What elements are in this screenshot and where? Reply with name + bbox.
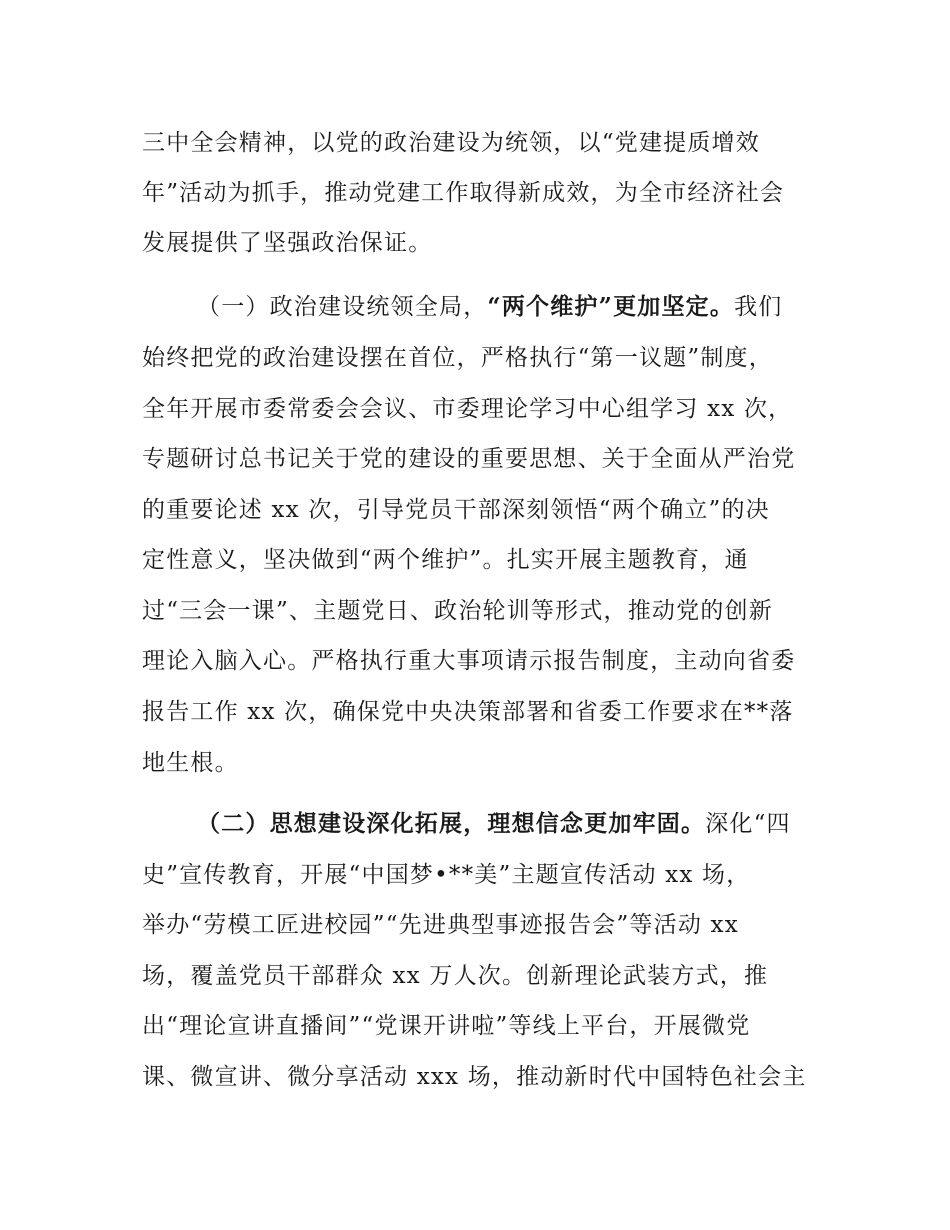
section-1-line: 报告工作 xx 次，确保党中央决策部署和省委工作要求在**落 — [142, 699, 794, 725]
section-2-line: 史”宣传教育，开展“中国梦•**美”主题宣传活动 xx 场， — [142, 862, 751, 888]
section-2-line: 课、微宣讲、微分享活动 xxx 场，推动新时代中国特色社会主 — [142, 1064, 807, 1090]
section-1-heading-bold: “两个维护”更加坚定。 — [487, 293, 735, 320]
section-2-line: 举办“劳模工匠进校园”“先进典型事迹报告会”等活动 xx — [142, 912, 739, 938]
intro-line-1: 三中全会精神，以党的政治建设为统领，以“党建提质增效 — [142, 130, 760, 156]
section-2-first-line-tail: 深化“四 — [705, 811, 791, 837]
section-1-heading-prefix: （一）政治建设统领全局， — [197, 294, 488, 320]
section-2-heading-line — [197, 807, 808, 841]
section-1-line: 地生根。 — [142, 750, 239, 776]
section-2-heading-bold: （二）思想建设深化拓展，理想信念更加牢固。 — [197, 810, 706, 837]
section-1-line: 专题研讨总书记关于党的建设的重要思想、关于全面从严治党 — [142, 446, 796, 472]
section-1-line: 定性意义，坚决做到“两个维护”。扎实开展主题教育，通 — [142, 547, 749, 573]
section-1-line: 过“三会一课”、主题党日、政治轮训等形式，推动党的创新 — [142, 598, 773, 624]
section-2-line: 出“理论宣讲直播间”“党课开讲啦”等线上平台，开展微党 — [142, 1013, 751, 1039]
intro-line-3: 发展提供了坚强政治保证。 — [142, 230, 433, 256]
section-1-heading-line — [197, 290, 808, 324]
section-2-line: 场，覆盖党员干部群众 xx 万人次。创新理论武装方式，推 — [142, 963, 769, 989]
section-1-line: 始终把党的政治建设摆在首位，严格执行“第一议题”制度， — [142, 345, 773, 371]
section-1-first-line-tail: 我们 — [734, 294, 783, 320]
intro-line-2: 年”活动为抓手，推动党建工作取得新成效，为全市经济社会 — [142, 180, 785, 206]
section-1-line: 全年开展市委常委会会议、市委理论学习中心组学习 xx 次， — [142, 396, 793, 422]
section-1-line: 理论入脑入心。严格执行重大事项请示报告制度，主动向省委 — [142, 648, 796, 674]
section-1-line: 的重要论述 xx 次，引导党员干部深刻领悟“两个确立”的决 — [142, 497, 770, 523]
